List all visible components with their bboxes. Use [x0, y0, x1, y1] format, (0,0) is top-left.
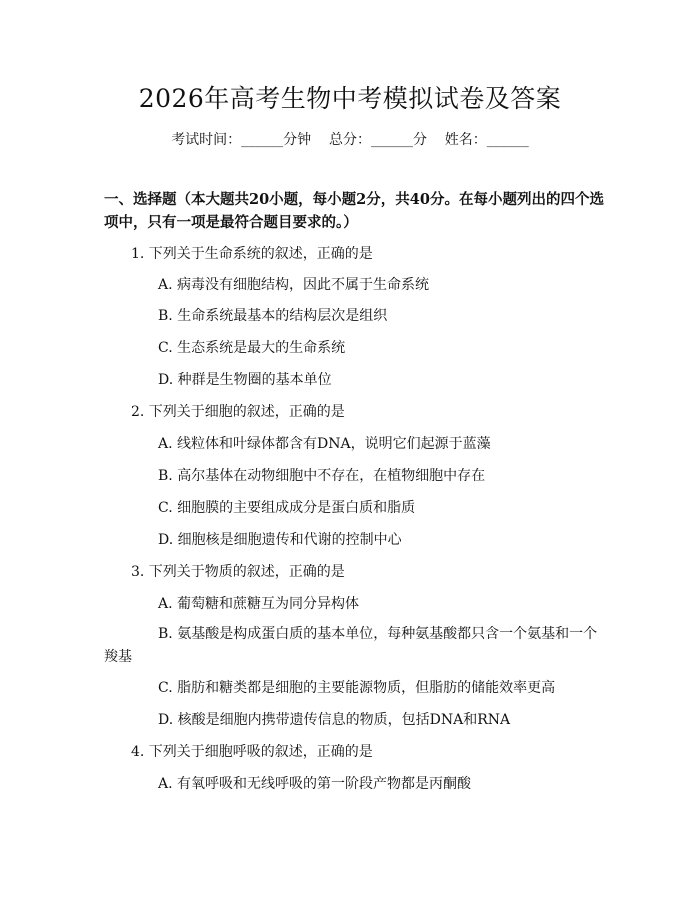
question-option: C. 细胞膜的主要组成成分是蛋白质和脂质: [158, 500, 416, 516]
question-option: C. 生态系统是最大的生命系统: [158, 340, 346, 356]
section-header: 一、选择题（本大题共20小题，每小题2分，共40分。在每小题列出的四个选项中，只有一项是最符合题目要求的。）: [104, 191, 604, 231]
question-option: A. 葡萄糖和蔗糖互为同分异构体: [158, 596, 360, 612]
question-option: A. 病毒没有细胞结构，因此不属于生命系统: [158, 277, 430, 293]
question-stem: 1. 下列关于生命系统的叙述，正确的是: [131, 246, 373, 262]
question-stem: 4. 下列关于细胞呼吸的叙述，正确的是: [131, 744, 373, 760]
question-option: B. 生命系统最基本的结构层次是组织: [158, 308, 388, 324]
question-option: B. 氨基酸是构成蛋白质的基本单位，每种氨基酸都只含一个氨基和一个羧基: [104, 626, 598, 665]
question-option: C. 脂肪和糖类都是细胞的主要能源物质，但脂肪的储能效率更高: [158, 680, 556, 696]
page-title: 2026年高考生物中考模拟试卷及答案: [138, 84, 562, 113]
question-option: B. 高尔基体在动物细胞中不存在，在植物细胞中存在: [158, 468, 486, 484]
question-option: A. 有氧呼吸和无线呼吸的第一阶段产物都是丙酮酸: [158, 776, 472, 792]
question-option: A. 线粒体和叶绿体都含有DNA，说明它们起源于蓝藻: [158, 436, 491, 452]
question-option: D. 种群是生物圈的基本单位: [158, 372, 332, 388]
exam-info-line: 考试时间：______分钟 总分：______分 姓名：______: [171, 132, 529, 148]
question-stem: 3. 下列关于物质的叙述，正确的是: [131, 564, 345, 580]
question-option: D. 核酸是细胞内携带遗传信息的物质，包括DNA和RNA: [158, 712, 511, 728]
question-option: D. 细胞核是细胞遗传和代谢的控制中心: [158, 532, 402, 548]
question-stem: 2. 下列关于细胞的叙述，正确的是: [131, 404, 345, 420]
